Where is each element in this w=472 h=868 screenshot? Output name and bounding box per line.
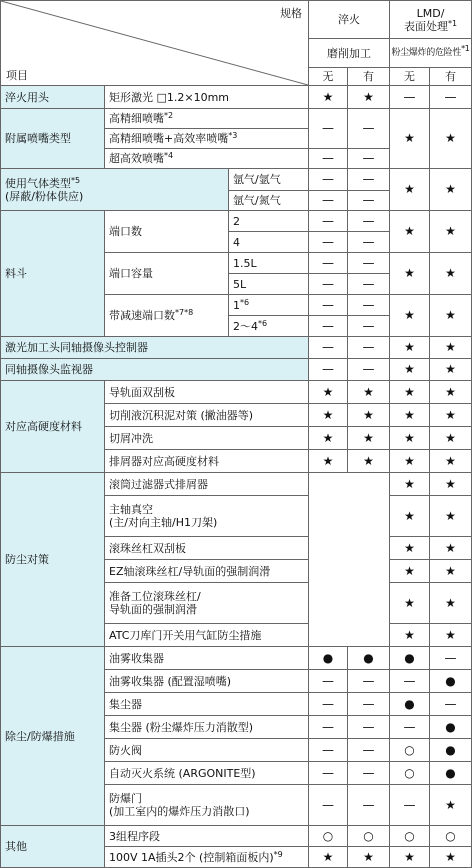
mark-cell: ★ [390,169,430,211]
mark-cell: — [390,670,430,693]
mark-cell: — [348,191,390,211]
mark-cell: — [348,337,390,359]
mark-cell: — [430,693,472,716]
mark-cell: ★ [390,381,430,404]
spec-value: 2～4$^{*6}$ [229,316,309,337]
spec-label: 准备工位滚珠丝杠/ 导轨面的强制润滑 [105,583,309,624]
mark-cell: ○ [430,826,472,847]
spec-label: 防爆门 (加工室内的爆炸压力消散口) [105,785,309,826]
category-cell: 激光加工头同轴摄像头控制器 [1,337,309,359]
mark-cell: ★ [309,86,348,109]
mark-cell: ★ [348,450,390,473]
mark-cell: — [430,86,472,109]
mark-cell: ★ [348,427,390,450]
header-none-2: 无 [390,68,430,86]
mark-cell: ★ [430,473,472,496]
mark-cell: ★ [309,847,348,868]
spec-label: 滚筒过滤器式排屑器 [105,473,309,496]
spec-label: 切削液沉积泥对策 (撇油器等) [105,404,309,427]
mark-cell: — [348,316,390,337]
mark-cell: — [309,295,348,316]
mark-cell: ★ [390,847,430,868]
mark-cell: — [348,359,390,381]
mark-cell: ★ [348,847,390,868]
spec-value: 1.5L [229,253,309,274]
mark-cell: ★ [390,404,430,427]
header-dust-risk-text: 粉尘爆炸的危险性 [391,47,462,58]
mark-cell: — [309,191,348,211]
category-cell: 除尘/防爆措施 [1,647,105,826]
mark-cell: ○ [348,826,390,847]
spec-label: 集尘器 (粉尘爆炸压力消散型) [105,716,309,739]
spec-label: 端口容量 [105,253,229,295]
mark-cell: — [348,149,390,169]
mark-cell: ★ [390,337,430,359]
mark-cell: — [390,86,430,109]
mark-cell: — [309,359,348,381]
spec-value: 5L [229,274,309,295]
header-lmd-text: LMD/ [416,6,445,20]
mark-cell: — [348,253,390,274]
mark-cell: ★ [390,295,430,337]
mark-cell: ● [348,647,390,670]
category-cell: 其他 [1,826,105,868]
mark-cell: — [348,762,390,785]
mark-cell: — [348,211,390,232]
header-dust-risk [390,39,472,68]
header-has-2: 有 [430,68,472,86]
mark-cell: — [348,785,390,826]
mark-cell: ★ [309,381,348,404]
mark-cell: ★ [430,427,472,450]
mark-cell: — [348,739,390,762]
mark-cell: ● [390,693,430,716]
mark-cell: — [348,274,390,295]
mark-cell: — [348,670,390,693]
mark-cell: ★ [348,381,390,404]
mark-cell: — [309,316,348,337]
mark-cell: ○ [309,826,348,847]
header-corner [1,1,309,86]
header-lmd-note: *1 [447,18,458,28]
category-cell: 同轴摄像头监视器 [1,359,309,381]
spec-label: 自动灭火系统 (ARGONITE型) [105,762,309,785]
spec-label: EZ轴滚珠丝杠/导轨面的强制润滑 [105,560,309,583]
mark-cell: ● [430,670,472,693]
mark-cell: ★ [390,109,430,169]
category-cell: 附属喷嘴类型 [1,109,105,169]
mark-cell: ★ [390,496,430,537]
mark-cell: ○ [390,762,430,785]
mark-cell: — [309,169,348,191]
mark-cell: ★ [390,359,430,381]
spec-label: 集尘器 [105,693,309,716]
mark-cell: ★ [430,450,472,473]
mark-cell: — [309,109,348,149]
spec-value: 氩气/氮气 [229,191,309,211]
mark-cell: — [309,785,348,826]
mark-cell: ★ [430,560,472,583]
mark-cell-empty [309,473,390,647]
mark-cell: ○ [390,826,430,847]
header-quench: 淬火 [309,1,390,39]
mark-cell: ★ [390,624,430,647]
spec-value: 1$^{*6}$ [229,295,309,316]
mark-cell: ★ [390,560,430,583]
mark-cell: — [309,337,348,359]
mark-cell: ★ [430,381,472,404]
mark-cell: ★ [430,253,472,295]
header-has-1: 有 [348,68,390,86]
mark-cell: ★ [430,496,472,537]
spec-label: 3组程序段 [105,826,309,847]
spec-label: 油雾收集器 (配置湿喷嘴) [105,670,309,693]
mark-cell: — [348,295,390,316]
spec-label: 滚珠丝杠双刮板 [105,537,309,560]
mark-cell: ★ [309,404,348,427]
spec-label: 高精细喷嘴$^{*2}$ [105,109,309,129]
spec-label: 排屑器对应高硬度材料 [105,450,309,473]
mark-cell: — [348,109,390,149]
mark-cell: ★ [430,109,472,169]
mark-cell: ★ [430,337,472,359]
mark-cell: ★ [430,404,472,427]
mark-cell: ★ [430,624,472,647]
spec-label: 油雾收集器 [105,647,309,670]
spec-value: 2 [229,211,309,232]
category-cell: 对应高硬度材料 [1,381,105,473]
spec-label: 高精细喷嘴+高效率喷嘴$^{*3}$ [105,129,309,149]
mark-cell: ● [430,739,472,762]
header-dust-note: *1 [461,43,470,53]
mark-cell: — [430,647,472,670]
mark-cell: ● [309,647,348,670]
mark-cell: ★ [309,427,348,450]
spec-label: 带减速端口数$^{*7*8}$ [105,295,229,337]
header-surface-text: 表面处理 [403,19,448,33]
mark-cell: — [309,762,348,785]
category-cell: 料斗 [1,211,105,337]
mark-cell: ★ [348,86,390,109]
mark-cell: ● [390,647,430,670]
mark-cell: ★ [390,537,430,560]
header-grind: 磨削加工 [309,39,390,68]
mark-cell: ★ [390,473,430,496]
mark-cell: ★ [348,404,390,427]
header-spec-label: 规格 [280,7,303,20]
mark-cell: ○ [390,739,430,762]
diagonal-divider [1,1,308,85]
spec-label: 超高效喷嘴$^{*4}$ [105,149,309,169]
mark-cell: ★ [430,169,472,211]
mark-cell: ★ [430,785,472,826]
spec-label: 防火阀 [105,739,309,762]
mark-cell: — [309,716,348,739]
mark-cell: — [309,670,348,693]
mark-cell: ★ [390,450,430,473]
header-none-1: 无 [309,68,348,86]
category-cell: 防尘对策 [1,473,105,647]
spec-label: 100V 1A插头2个 (控制箱面板内)$^{*9}$ [105,847,309,868]
mark-cell: ★ [390,583,430,624]
spec-label: 导轨面双刮板 [105,381,309,404]
mark-cell: — [309,253,348,274]
mark-cell: ★ [430,537,472,560]
mark-cell: ● [430,716,472,739]
spec-label: ATC刀库门开关用气缸防尘措施 [105,624,309,647]
mark-cell: ★ [309,450,348,473]
mark-cell: — [348,716,390,739]
mark-cell: — [348,169,390,191]
mark-cell: ★ [390,253,430,295]
spec-label: 主轴真空 (主/对向主轴/H1刀架) [105,496,309,537]
mark-cell: ★ [390,211,430,253]
category-cell: 淬火用头 [1,86,105,109]
mark-cell: — [309,274,348,295]
mark-cell: — [309,693,348,716]
header-lmd [390,1,472,39]
mark-cell: ★ [430,583,472,624]
header-item-label: 项目 [6,69,28,82]
mark-cell: — [390,716,430,739]
mark-cell: — [390,785,430,826]
spec-value: 4 [229,232,309,253]
mark-cell: — [309,211,348,232]
mark-cell: ★ [430,295,472,337]
mark-cell: — [309,149,348,169]
spec-label: 端口数 [105,211,229,253]
mark-cell: ★ [390,427,430,450]
mark-cell: — [348,693,390,716]
spec-label: 矩形激光 □1.2×10mm [105,86,309,109]
mark-cell: ★ [430,211,472,253]
spec-value: 氩气/氩气 [229,169,309,191]
spec-label: 切屑冲洗 [105,427,309,450]
mark-cell: — [309,232,348,253]
mark-cell: ★ [430,847,472,868]
mark-cell: ● [430,762,472,785]
mark-cell: ★ [430,359,472,381]
mark-cell: — [348,232,390,253]
mark-cell: — [309,739,348,762]
category-cell: 使用气体类型$^{*5}$ (屏蔽/粉体供应) [1,169,229,211]
